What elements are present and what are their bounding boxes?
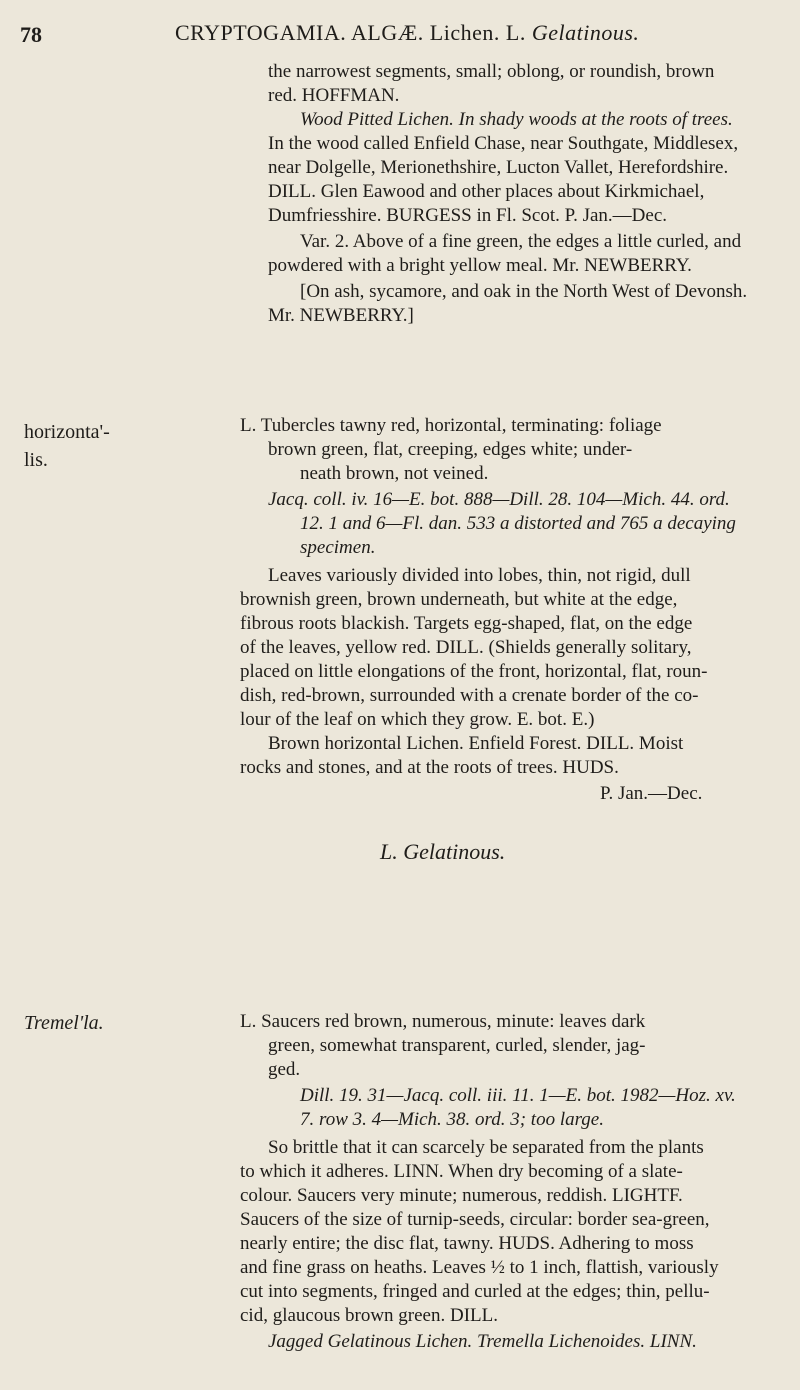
text-line: L. Saucers red brown, numerous, minute: leaves dark — [240, 1011, 646, 1032]
text-line: P. Jan.—Dec. — [600, 783, 703, 804]
text-line: cid, glaucous brown green. DILL. — [240, 1305, 499, 1326]
text-line: Wood Pitted Lichen. In shady woods at the roots of trees. — [300, 109, 733, 130]
text-line: green, somewhat transparent, curled, slender, jag- — [268, 1035, 646, 1056]
text-line: near Dolgelle, Merionethshire, Lucton Vallet, Herefordshire. — [268, 157, 729, 178]
text-line: L. Tubercles tawny red, horizontal, terminating: foliage — [240, 415, 662, 436]
header-section: Gelatinous. — [531, 20, 640, 45]
page-number: 78 — [20, 22, 42, 47]
text-line: ged. — [268, 1059, 301, 1080]
text-line: specimen. — [300, 537, 376, 558]
text-line: red. HOFFMAN. — [268, 85, 400, 106]
margin-note-tremella: Tremel'la. — [24, 1012, 104, 1034]
text-line: Jacq. coll. iv. 16—E. bot. 888—Dill. 28. 104—Mich. 44. ord. — [268, 489, 730, 510]
margin-note-horizontalis-2: lis. — [24, 449, 48, 471]
text-line: [On ash, sycamore, and oak in the North West of Devonsh. — [300, 281, 748, 302]
text-line: of the leaves, yellow red. DILL. (Shields generally solitary, — [240, 637, 692, 658]
text-line: 7. row 3. 4—Mich. 38. ord. 3; too large. — [300, 1109, 604, 1130]
text-line: Brown horizontal Lichen. Enfield Forest. DILL. Moist — [268, 733, 684, 754]
text-line: nearly entire; the disc flat, tawny. HUDS. Adhering to moss — [240, 1233, 694, 1254]
text-line: dish, red-brown, surrounded with a crenate border of the co- — [240, 685, 699, 706]
text-line: lour of the leaf on which they grow. E. bot. E.) — [240, 709, 595, 730]
text-line: 12. 1 and 6—Fl. dan. 533 a distorted and 765 a decaying — [300, 513, 736, 534]
text-line: and fine grass on heaths. Leaves ½ to 1 inch, flattish, variously — [240, 1257, 719, 1278]
text-line: powdered with a bright yellow meal. Mr. NEWBERRY. — [268, 255, 692, 276]
text-line: the narrowest segments, small; oblong, or roundish, brown — [268, 61, 715, 82]
text-line: Jagged Gelatinous Lichen. Tremella Lichenoides. LINN. — [268, 1331, 697, 1352]
text-line: Saucers of the size of turnip-seeds, circular: border sea-green, — [240, 1209, 710, 1230]
text-line: DILL. Glen Eawood and other places about Kirkmichael, — [268, 181, 705, 202]
text-line: placed on little elongations of the front, horizontal, flat, roun- — [240, 661, 708, 682]
text-line: to which it adheres. LINN. When dry becoming of a slate- — [240, 1161, 683, 1182]
running-header — [175, 20, 639, 46]
text-line: brown green, flat, creeping, edges white; under- — [268, 439, 633, 460]
text-line: colour. Saucers very minute; numerous, reddish. LIGHTF. — [240, 1185, 683, 1206]
text-line: Mr. NEWBERRY.] — [268, 305, 414, 326]
text-line: Var. 2. Above of a fine green, the edges a little curled, and — [300, 231, 742, 252]
text-line: rocks and stones, and at the roots of trees. HUDS. — [240, 757, 619, 778]
text-line: cut into segments, fringed and curled at the edges; thin, pellu- — [240, 1281, 710, 1302]
header-prefix: CRYPTOGAMIA. ALGÆ. Lichen. L. — [175, 20, 526, 45]
subheading-gelatinous: L. Gelatinous. — [380, 839, 506, 864]
text-line: Leaves variously divided into lobes, thin, not rigid, dull — [268, 565, 691, 586]
text-line: brownish green, brown underneath, but white at the edge, — [240, 589, 678, 610]
text-line: In the wood called Enfield Chase, near Southgate, Middlesex, — [268, 133, 739, 154]
text-line: Dumfriesshire. BURGESS in Fl. Scot. P. Jan.—Dec. — [268, 205, 667, 226]
text-line: So brittle that it can scarcely be separated from the plants — [268, 1137, 704, 1158]
text-line: fibrous roots blackish. Targets egg-shaped, flat, on the edge — [240, 613, 693, 634]
margin-note-horizontalis-1: horizonta'- — [24, 421, 110, 443]
text-line: Dill. 19. 31—Jacq. coll. iii. 11. 1—E. bot. 1982—Hoz. xv. — [300, 1085, 736, 1106]
text-line: neath brown, not veined. — [300, 463, 489, 484]
